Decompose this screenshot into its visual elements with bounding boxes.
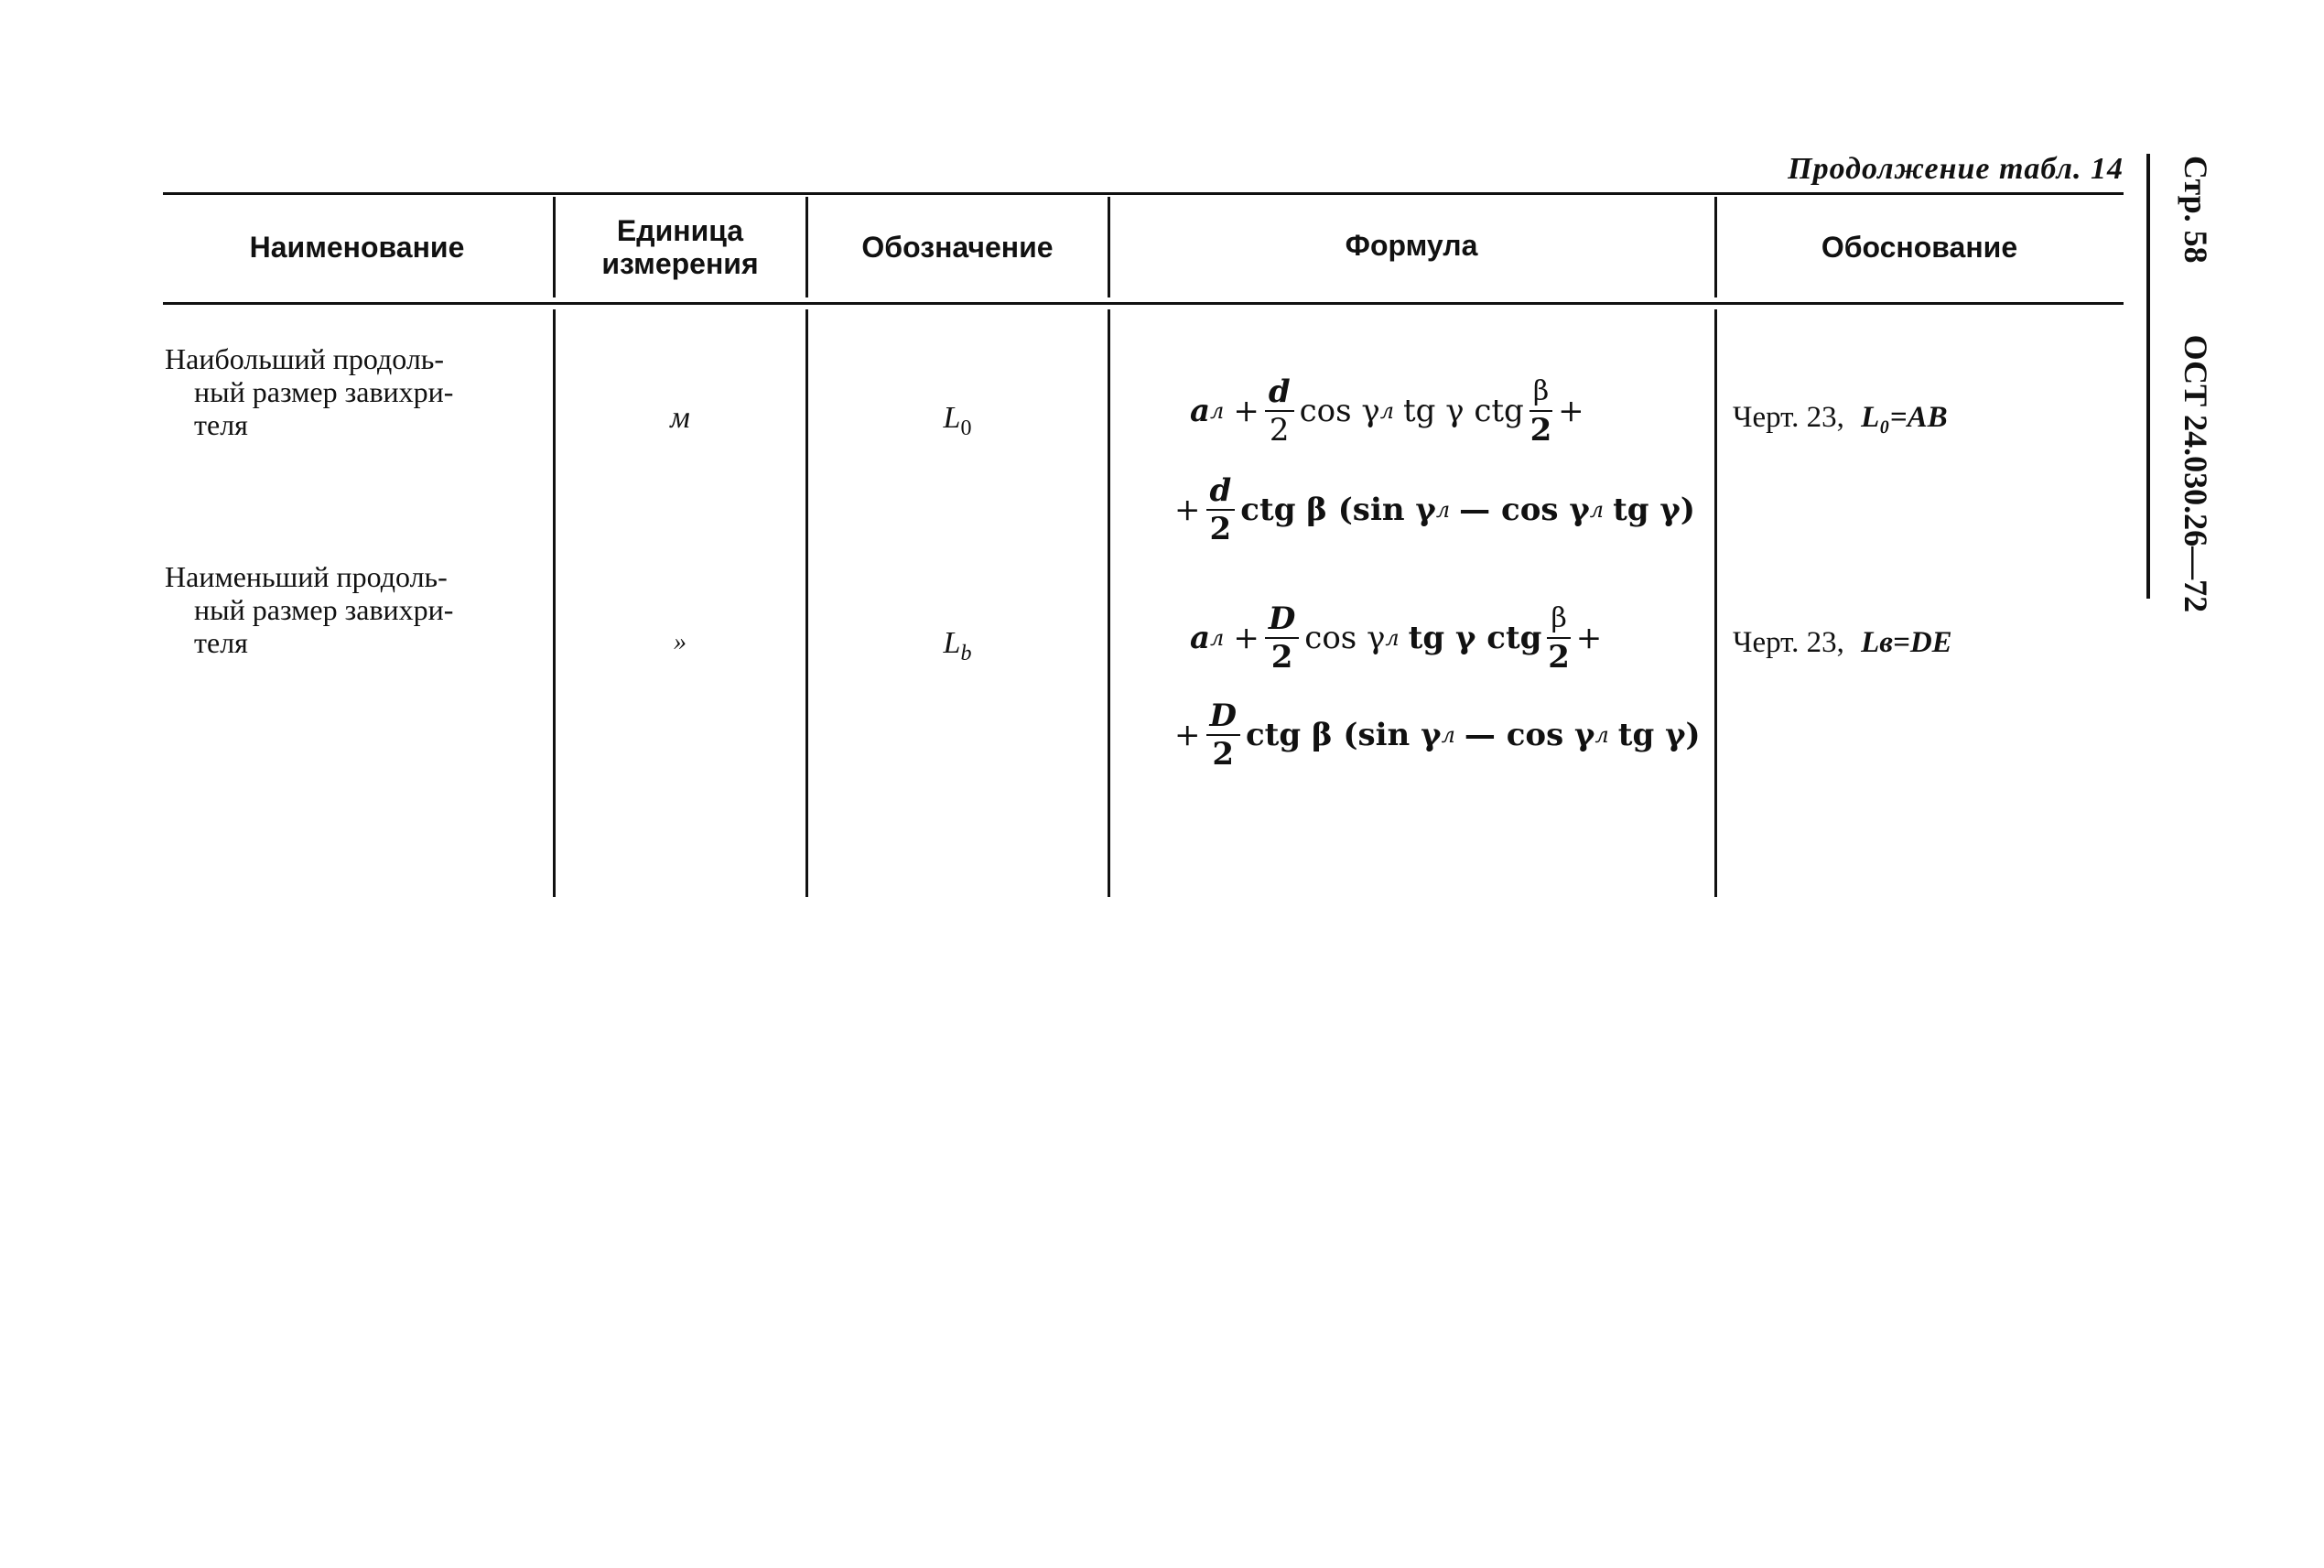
- formula-op: +: [1174, 717, 1201, 753]
- formula-line: [1174, 697, 1701, 773]
- formula-text: ctg β (sin γ: [1245, 717, 1442, 753]
- fraction: $\frac{\beta}{2}$: [1548, 602, 1570, 676]
- row-symbol: [809, 626, 1106, 666]
- formula-sub: л: [1385, 625, 1400, 651]
- name-line: ный размер завихри-: [194, 593, 454, 626]
- row-unit: »: [674, 628, 686, 656]
- column-divider: [553, 309, 556, 897]
- name-line: Наименьший продоль-: [165, 560, 448, 593]
- column-divider: [553, 197, 556, 297]
- formula-var: a: [1190, 620, 1211, 656]
- formula-text: cos γ: [1299, 393, 1380, 429]
- page-number: Стр. 58: [2178, 156, 2214, 264]
- column-header-symbol: Обозначение: [861, 231, 1054, 264]
- side-label: [2160, 156, 2215, 723]
- name-line: теля: [194, 626, 248, 659]
- row-name: [165, 342, 549, 441]
- formula-text: — cos γ: [1459, 492, 1590, 528]
- formula-sub: л: [1210, 398, 1225, 424]
- table-top-rule: [163, 192, 2124, 195]
- column-divider: [1108, 309, 1110, 897]
- column-divider: [805, 197, 808, 297]
- formula-line: [1174, 472, 1695, 547]
- fraction: $\frac{d}{2}$: [1265, 373, 1294, 449]
- symbol-letter: L: [943, 401, 961, 435]
- formula-sub: л: [1441, 722, 1455, 748]
- standard-code: ОСТ 24.030.26—72: [2178, 334, 2214, 613]
- fraction: $\frac{D}{2}$: [1206, 697, 1240, 773]
- symbol-subscript: 0: [960, 416, 972, 440]
- formula-text: tg γ): [1613, 492, 1695, 528]
- column-divider: [805, 309, 808, 897]
- formula-sub: л: [1379, 398, 1394, 424]
- column-header-unit: [557, 214, 804, 280]
- fraction: $\frac{D}{2}$: [1265, 600, 1299, 676]
- basis-formula: Lв=DE: [1861, 626, 1952, 659]
- formula-text: tg γ ctg: [1402, 393, 1524, 429]
- basis-reference: Черт. 23,: [1733, 401, 1844, 434]
- formula-text: cos γ: [1304, 620, 1386, 656]
- formula-op: +: [1233, 393, 1259, 429]
- formula-sub: л: [1210, 625, 1225, 651]
- formula-text: tg γ): [1617, 717, 1701, 753]
- formula-op: +: [1174, 492, 1201, 528]
- column-header-name: Наименование: [249, 231, 465, 264]
- fraction: $\frac{d}{2}$: [1206, 472, 1236, 547]
- name-line: теля: [194, 408, 248, 441]
- name-line: ный размер завихри-: [194, 375, 454, 408]
- symbol-letter: L: [943, 626, 961, 660]
- formula-line: [1190, 373, 1584, 449]
- row-basis: [1733, 626, 1952, 660]
- formula-sub: л: [1594, 722, 1609, 748]
- formula-text: — cos γ: [1464, 717, 1595, 753]
- formula-text: tg γ ctg: [1408, 620, 1542, 656]
- fraction: $\frac{\beta}{2}$: [1530, 375, 1552, 449]
- formula-text: ctg β (sin γ: [1240, 492, 1436, 528]
- unit-header-line: измерения: [601, 247, 759, 280]
- row-name: [165, 560, 549, 659]
- formula-var: a: [1190, 393, 1211, 429]
- formula-op: +: [1575, 620, 1603, 656]
- basis-reference: Черт. 23,: [1733, 626, 1844, 659]
- column-header-basis: Обоснование: [1821, 231, 2018, 264]
- formula-op: +: [1233, 620, 1259, 656]
- column-header-formula: Формула: [1345, 229, 1478, 262]
- unit-header-line: Единица: [616, 214, 744, 247]
- formula-line: [1190, 600, 1602, 676]
- name-line: Наибольший продоль-: [165, 342, 445, 375]
- symbol-subscript: b: [960, 642, 972, 665]
- basis-formula: L₀=AB: [1861, 401, 1948, 434]
- column-divider: [1108, 197, 1110, 297]
- formula-sub: л: [1589, 497, 1605, 523]
- column-divider: [1714, 197, 1717, 297]
- column-divider: [1714, 309, 1717, 897]
- row-symbol: [809, 401, 1106, 441]
- table-header-rule: [163, 302, 2124, 305]
- table-continuation-caption: Продолжение табл. 14: [1788, 152, 2124, 186]
- formula-sub: л: [1435, 497, 1451, 523]
- row-unit: м: [670, 401, 690, 435]
- row-basis: [1733, 401, 1948, 435]
- side-rule: [2146, 154, 2150, 599]
- formula-op: +: [1558, 393, 1584, 429]
